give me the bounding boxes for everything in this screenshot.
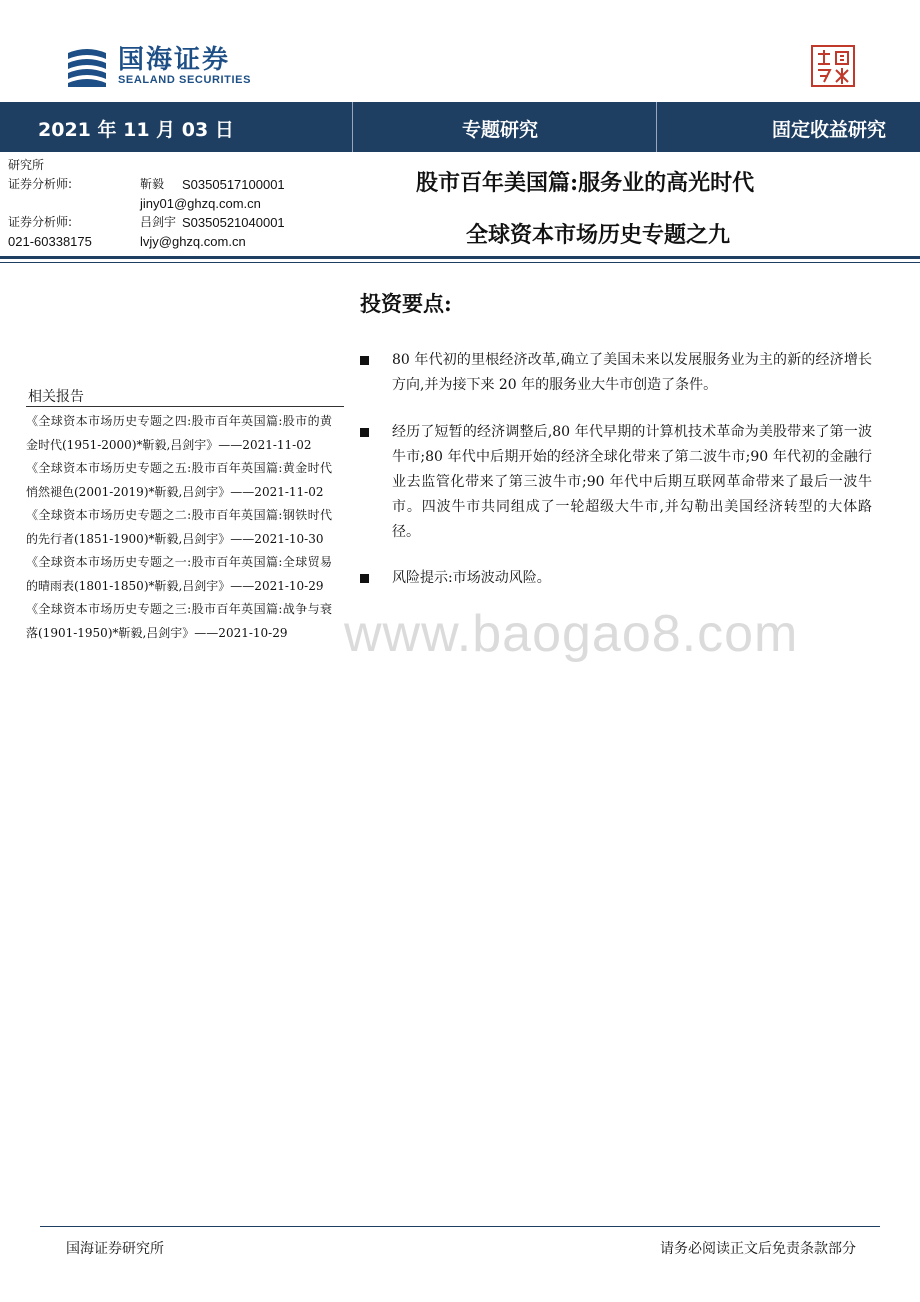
square-bullet-icon [360,428,369,437]
watermark: www.baogao8.com [344,605,799,663]
related-report-link[interactable]: 《全球资本市场历史专题之五:股市百年英国篇:黄金时代悄然褪色(2001-2019)*靳毅,吕剑宇》——2021-11-02 [26,461,332,499]
footer-disclaimer: 请务必阅读正文后免责条款部分 [660,1241,856,1257]
related-report-link[interactable]: 《全球资本市场历史专题之四:股市百年英国篇:股市的黄金时代(1951-2000)*靳毅,吕剑宇》——2021-11-02 [26,414,332,452]
analyst-name: 吕剑宇 [140,215,177,229]
related-report-link[interactable]: 《全球资本市场历史专题之三:股市百年英国篇:战争与衰落(1901-1950)*靳毅,吕剑宇》——2021-10-29 [26,602,332,640]
report-subtitle: 全球资本市场历史专题之九 [466,222,731,248]
analyst-phone: 021-60338175 [8,234,92,249]
key-point-text: 风险提示:市场波动风险。 [392,570,551,586]
analyst-name: 靳毅 [140,177,165,191]
report-date: 2021 年 11 月 03 日 [38,119,234,141]
analyst-license: S0350517100001 [182,177,285,192]
report-type: 专题研究 [462,119,539,141]
related-reports-heading: 相关报告 [28,389,84,405]
analyst-email[interactable]: lvjy@ghzq.com.cn [140,234,246,249]
header-rule [0,256,920,259]
key-point-item [360,566,872,591]
analyst-role: 证券分析师: [8,215,73,229]
header-rule-thin [0,262,920,263]
related-reports-rule [26,406,344,407]
footer-rule [40,1226,880,1227]
related-report-link[interactable]: 《全球资本市场历史专题之一:股市百年英国篇:全球贸易的晴雨表(1801-1850)*靳毅,吕剑宇》——2021-10-29 [26,555,332,593]
analyst-email[interactable]: jiny01@ghzq.com.cn [140,196,261,211]
key-point-text: 经历了短暂的经济调整后,80 年代早期的计算机技术革命为美股带来了第一波牛市;80 年代中后期开始的经济全球化带来了第二波牛市;90 年代初的金融行业去监管化带来了第三波牛市;90 年代中后期互联网革命带来了最后一波牛市。四波牛市共同组成了一轮超级大牛市,并勾勒出美国经济转型的大体路径。 [392,424,872,540]
banner-divider [352,102,353,152]
square-bullet-icon [360,356,369,365]
square-bullet-icon [360,574,369,583]
key-points-heading: 投资要点: [360,291,452,316]
related-report-link[interactable]: 《全球资本市场历史专题之二:股市百年英国篇:钢铁时代的先行者(1851-1900)*靳毅,吕剑宇》——2021-10-30 [26,508,332,546]
company-logo [66,46,251,87]
report-title: 股市百年美国篇:服务业的高光时代 [416,170,755,196]
banner-divider [656,102,657,152]
analyst-info [8,156,338,251]
brand-name-cn: 国海证券 [118,45,231,75]
key-point-item [360,420,872,545]
related-reports-list [26,410,332,645]
key-point-item [360,348,872,398]
analyst-license: S0350521040001 [182,215,285,230]
key-point-text: 80 年代初的里根经济改革,确立了美国未来以发展服务业为主的新的经济增长方向,并为接下来 20 年的服务业大牛市创造了条件。 [392,352,872,393]
brand-name-en: SEALAND SECURITIES [118,74,252,86]
analyst-role: 证券分析师: [8,177,73,191]
report-category: 固定收益研究 [771,119,886,141]
institute-label: 研究所 [8,158,45,172]
sealand-logo-icon [66,47,108,87]
header-banner [0,102,920,152]
footer-institute: 国海证券研究所 [66,1241,164,1257]
research-seal-icon [810,44,856,88]
